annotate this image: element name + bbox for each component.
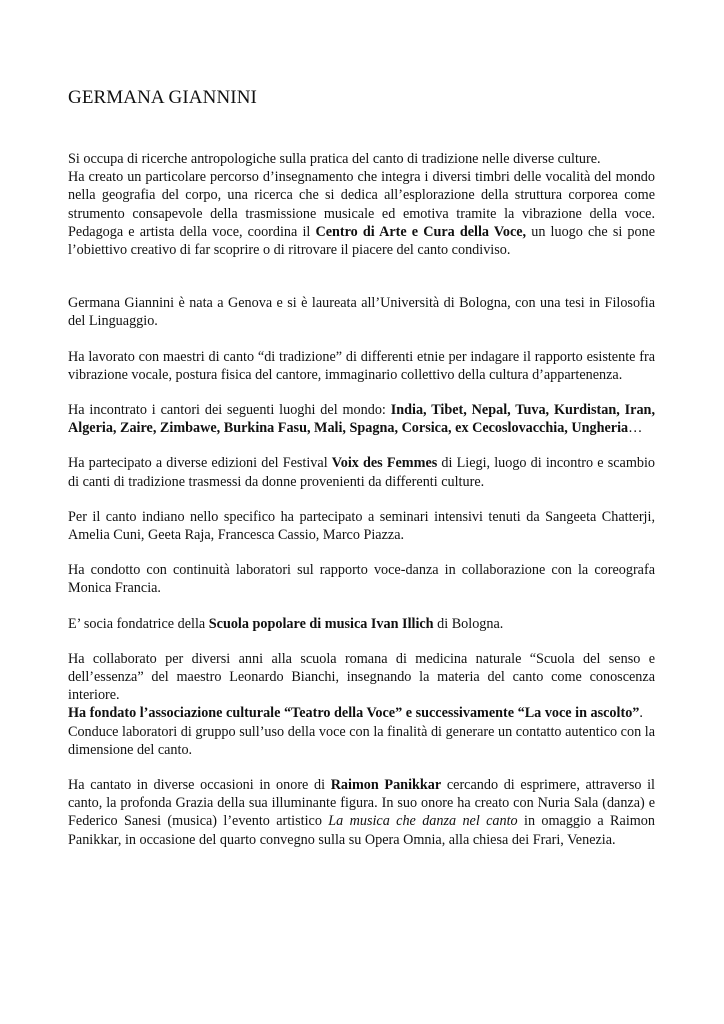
luoghi-list: India, Tibet, Nepal, Tuva, Kurdistan, Iran, Algeria, Zaire, Zimbawe, Burkina Fasu, Mali, Spagna, Corsica, ex Cecoslovacchia, Ungheria: [68, 402, 655, 437]
laboratori-paragraph: Conduce laboratori di gruppo sull’uso della voce con la finalità di generare un contatto autentico con la dimensione del canto.: [68, 723, 655, 758]
birth-paragraph: Germana Giannini è nata a Genova e si è laureata all’Università di Bologna, con una tesi in Filosofia del Linguaggio.: [68, 295, 655, 330]
evento-title: La musica che danza nel canto: [328, 813, 518, 830]
scuola-paragraph: E’ socia fondatrice della Scuola popolare di musica Ivan Illich di Bologna.: [68, 615, 504, 632]
intro-paragraph: Ha creato un particolare percorso d’insegnamento che integra i diversi timbri delle vocalità del mondo nella geografia del corpo, una ricerca che si dedica all’esplorazione della struttura corporea come strumento consapevole della trasmissione musicale ed emotiva tramite la vibrazione della voce. Pedagoga e artista della voce, coordina il Centro di Arte e Cura della Voce, un luogo che si pone l’obiettivo creativo di far scoprire o di ritrovare il piacere del canto condiviso.: [68, 169, 655, 259]
associazione-paragraph: Ha fondato l’associazione culturale “Teatro della Voce” e successivamente “La voce in ascolto”.: [68, 705, 643, 722]
page-title: GERMANA GIANNINI: [68, 87, 257, 108]
festival-paragraph: Ha partecipato a diverse edizioni del Festival Voix des Femmes di Liegi, luogo di incontro e scambio di canti di tradizione trasmessi da donne provenienti da differenti culture.: [68, 455, 655, 490]
panikkar-name: Raimon Panikkar: [330, 777, 442, 794]
festival-name: Voix des Femmes: [331, 455, 438, 472]
luoghi-paragraph: Ha incontrato i cantori dei seguenti luoghi del mondo: India, Tibet, Nepal, Tuva, Kurdistan, Iran, Algeria, Zaire, Zimbawe, Burkina Fasu, Mali, Spagna, Corsica, ex Cecoslovacchia, Ungheria…: [68, 402, 655, 437]
document-page: [68, 86, 655, 866]
panikkar-paragraph: Ha cantato in diverse occasioni in onore di Raimon Panikkar cercando di esprimere, attraverso il canto, la profonda Grazia della sua illuminante figura. In suo onore ha creato con Nuria Sala (danza) e Federico Sanesi (musica) l’evento artistico La musica che danza nel canto in omaggio a Raimon Panikkar, in occasione del quarto convegno sulla su Opera Omnia, alla chiesa dei Frari, Venezia.: [68, 777, 655, 848]
canto-indiano-paragraph: Per il canto indiano nello specifico ha partecipato a seminari intensivi tenuti da Sangeeta Chatterji, Amelia Cuni, Geeta Raja, Francesca Cassio, Marco Piazza.: [68, 508, 655, 544]
maestri-paragraph: Ha lavorato con maestri di canto “di tradizione” di differenti etnie per indagare il rapporto esistente fra vibrazione vocale, postura fisica del cantore, immaginario collettivo della cultura d’appartenenza.: [68, 348, 655, 383]
intro-line: Si occupa di ricerche antropologiche sulla pratica del canto di tradizione nelle diverse culture.: [68, 151, 601, 167]
collaborazione-paragraph: Ha collaborato per diversi anni alla scuola romana di medicina naturale “Scuola del senso e dell’essenza” del maestro Leonardo Bianchi, insegnando la materia del canto come conoscenza interiore.: [68, 650, 655, 704]
associazione-name: Ha fondato l’associazione culturale “Teatro della Voce” e successivamente “La voce in ascolto”: [68, 705, 640, 722]
scuola-name: Scuola popolare di musica Ivan Illich: [208, 615, 434, 632]
centro-arte-name: Centro di Arte e Cura della Voce,: [315, 223, 527, 240]
voce-danza-paragraph: Ha condotto con continuità laboratori sul rapporto voce-danza in collaborazione con la coreografa Monica Francia.: [68, 562, 655, 597]
